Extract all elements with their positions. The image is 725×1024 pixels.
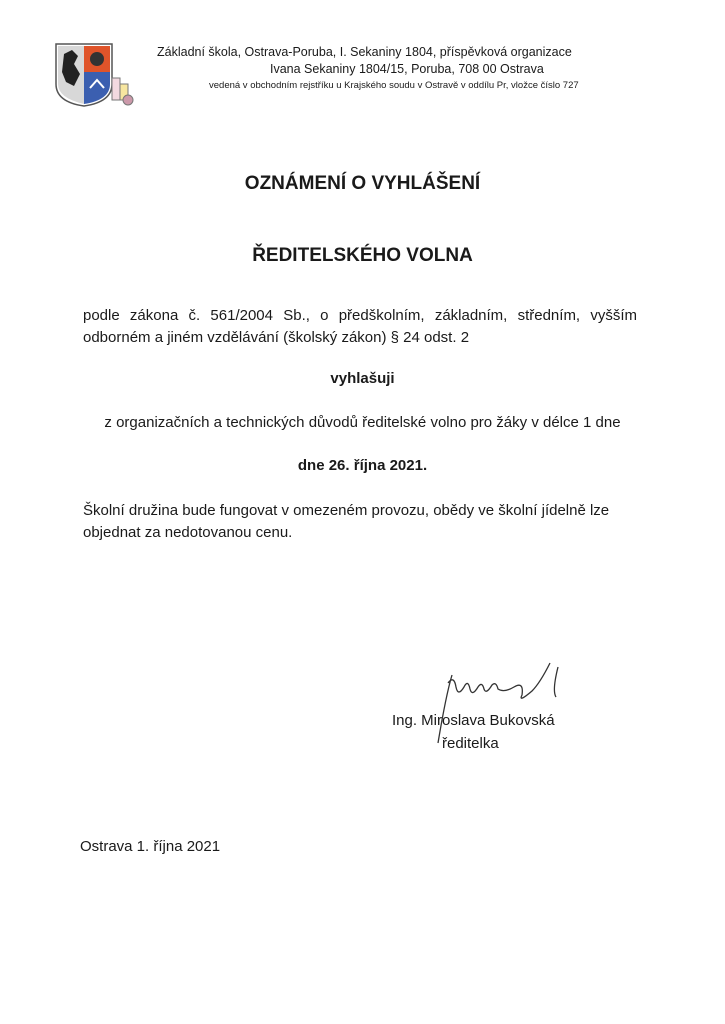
date-line: dne 26. října 2021.	[297, 457, 428, 474]
registry-info: vedená v obchodním rejstříku u Krajského soudu v Ostravě v oddílu Pr, vložce číslo 727	[209, 80, 579, 91]
school-name: Základní škola, Ostrava-Poruba, I. Sekaniny 1804, příspěvková organizace	[157, 45, 572, 59]
reason-text: z organizačních a technických důvodů ředitelské volno pro žáky v délce 1 dne	[104, 414, 621, 431]
declare-text: vyhlašuji	[330, 370, 395, 387]
school-address: Ivana Sekaniny 1804/15, Poruba, 708 00 Ostrava	[270, 62, 544, 76]
legal-basis-paragraph: podle zákona č. 561/2004 Sb., o předškolním, základním, středním, vyšším odborném a jiném vzdělávání (školský zákon) § 24 odst. 2	[83, 307, 637, 346]
signatory-role: ředitelka	[442, 735, 499, 752]
place-date: Ostrava 1. října 2021	[80, 838, 221, 855]
signature	[420, 655, 585, 745]
school-logo	[52, 40, 134, 108]
note-paragraph: Školní družina bude fungovat v omezeném provozu, obědy ve školní jídelně lze objednat za nedotovanou cenu.	[83, 502, 610, 541]
title-announcement: OZNÁMENÍ O VYHLÁŠENÍ	[244, 173, 481, 194]
signatory-name: Ing. Miroslava Bukovská	[392, 712, 555, 729]
title-headmaster-leave: ŘEDITELSKÉHO VOLNA	[252, 245, 473, 266]
